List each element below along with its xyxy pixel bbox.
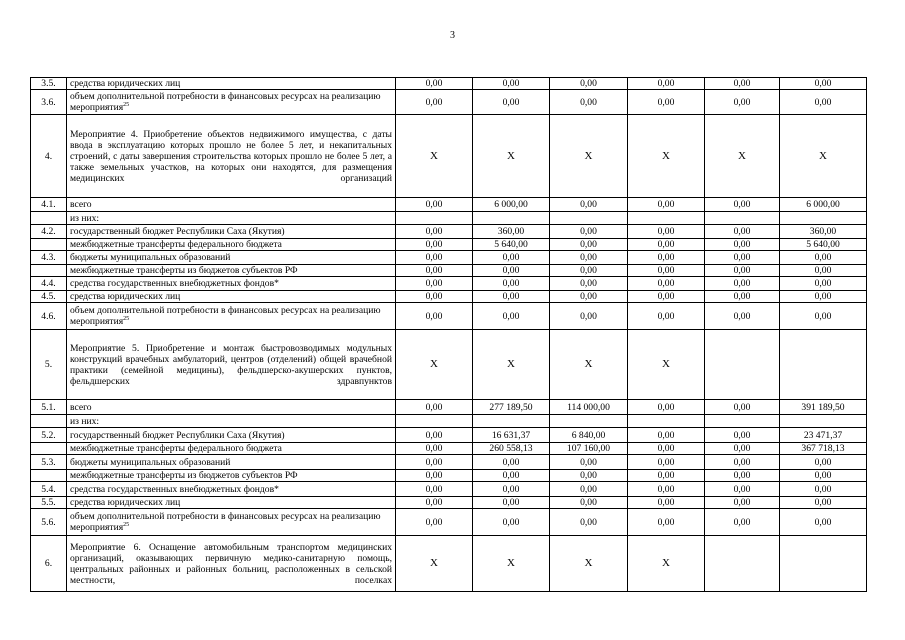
amount-cell: 0,00 <box>396 400 473 415</box>
row-number: 5.3. <box>31 455 67 470</box>
amount-cell: 0,00 <box>550 470 628 482</box>
amount-cell: 0,00 <box>473 482 550 497</box>
amount-cell <box>473 212 550 225</box>
row-number: 4.2. <box>31 225 67 239</box>
row-name-text: Мероприятие 5. Приобретение и монтаж быстровозводимых модульных конструкций врачебных амбулаторий, центров (отделений) общей врачебной практики (семейной медицины), фельдшерско-акушерских пунктов, фельдшерских здравпунктов <box>70 342 392 387</box>
amount-cell: 23 471,37 <box>780 428 867 443</box>
table-row <box>31 415 867 428</box>
table-row <box>31 90 867 115</box>
amount-cell: 0,00 <box>473 303 550 330</box>
amount-cell: 0,00 <box>628 277 705 291</box>
amount-cell: 0,00 <box>473 277 550 291</box>
amount-cell: 0,00 <box>550 455 628 470</box>
amount-cell: 0,00 <box>705 225 780 239</box>
amount-cell <box>780 415 867 428</box>
budget-table <box>30 77 867 592</box>
amount-cell: 0,00 <box>705 455 780 470</box>
table-row <box>31 277 867 291</box>
row-number <box>31 265 67 277</box>
amount-cell: 114 000,00 <box>550 400 628 415</box>
amount-cell: 0,00 <box>396 455 473 470</box>
amount-cell: 0,00 <box>705 509 780 536</box>
row-number: 5.2. <box>31 428 67 443</box>
amount-cell <box>550 415 628 428</box>
amount-cell: 0,00 <box>628 470 705 482</box>
amount-cell: 0,00 <box>628 400 705 415</box>
amount-cell: 0,00 <box>780 482 867 497</box>
amount-cell: 0,00 <box>473 509 550 536</box>
amount-cell: 6 000,00 <box>780 198 867 212</box>
row-name-text: объем дополнительной потребности в финансовых ресурсах на реализацию мероприятия <box>70 91 381 113</box>
amount-cell: 0,00 <box>705 443 780 455</box>
amount-cell: 0,00 <box>473 291 550 303</box>
row-name <box>67 509 396 536</box>
row-name-text: государственный бюджет Республики Саха (Якутия) <box>70 226 285 237</box>
amount-cell: 0,00 <box>396 225 473 239</box>
amount-cell <box>780 212 867 225</box>
amount-cell: 0,00 <box>705 198 780 212</box>
footnote-ref: 25 <box>123 101 130 108</box>
amount-cell: 367 718,13 <box>780 443 867 455</box>
row-number <box>31 443 67 455</box>
amount-cell: 277 189,50 <box>473 400 550 415</box>
row-name-text: всего <box>70 199 92 210</box>
amount-cell <box>473 415 550 428</box>
amount-cell: 0,00 <box>396 470 473 482</box>
amount-cell: 0,00 <box>780 291 867 303</box>
row-name <box>67 265 396 277</box>
amount-cell: 0,00 <box>396 78 473 90</box>
table-row <box>31 470 867 482</box>
amount-cell: 0,00 <box>396 265 473 277</box>
amount-cell: 0,00 <box>473 455 550 470</box>
row-name-text: средства юридических лиц <box>70 497 181 508</box>
amount-cell: 360,00 <box>780 225 867 239</box>
amount-cell: 6 000,00 <box>473 198 550 212</box>
amount-cell: 0,00 <box>396 198 473 212</box>
row-name-text: из них: <box>70 415 100 427</box>
table-row <box>31 303 867 330</box>
row-number: 4.6. <box>31 303 67 330</box>
row-name <box>67 251 396 265</box>
amount-cell: 0,00 <box>396 291 473 303</box>
amount-cell: 0,00 <box>705 277 780 291</box>
amount-cell: 0,00 <box>780 251 867 265</box>
table-row <box>31 291 867 303</box>
amount-cell: 0,00 <box>628 509 705 536</box>
row-name-text: средства юридических лиц <box>70 291 181 302</box>
amount-cell: 0,00 <box>780 509 867 536</box>
amount-cell: 0,00 <box>396 90 473 115</box>
amount-cell: 0,00 <box>550 90 628 115</box>
amount-cell: 0,00 <box>780 265 867 277</box>
row-name <box>67 330 396 400</box>
amount-cell: 0,00 <box>396 428 473 443</box>
not-applicable-mark: X <box>473 115 550 198</box>
amount-cell: 0,00 <box>628 251 705 265</box>
row-number: 5.5. <box>31 497 67 509</box>
table-row <box>31 455 867 470</box>
row-number <box>31 212 67 225</box>
row-name <box>67 277 396 291</box>
amount-cell: 5 640,00 <box>473 239 550 251</box>
amount-cell: 0,00 <box>550 482 628 497</box>
amount-cell: 0,00 <box>705 303 780 330</box>
amount-cell: 0,00 <box>628 428 705 443</box>
not-applicable-mark: X <box>473 536 550 592</box>
amount-cell <box>705 536 780 592</box>
row-number: 3.6. <box>31 90 67 115</box>
row-name-text: бюджеты муниципальных образований <box>70 456 231 468</box>
row-name-text: государственный бюджет Республики Саха (Якутия) <box>70 429 285 441</box>
amount-cell: 0,00 <box>628 225 705 239</box>
amount-cell: 0,00 <box>628 78 705 90</box>
row-name-text: межбюджетные трансферты из бюджетов субъектов РФ <box>70 470 298 481</box>
table-row <box>31 509 867 536</box>
amount-cell: 0,00 <box>628 303 705 330</box>
amount-cell: 0,00 <box>628 291 705 303</box>
table-row <box>31 239 867 251</box>
amount-cell: 0,00 <box>705 400 780 415</box>
row-number: 5.4. <box>31 482 67 497</box>
row-number: 4.1. <box>31 198 67 212</box>
amount-cell <box>628 212 705 225</box>
row-name <box>67 482 396 497</box>
amount-cell: 0,00 <box>550 303 628 330</box>
amount-cell: 5 640,00 <box>780 239 867 251</box>
amount-cell: 0,00 <box>780 90 867 115</box>
amount-cell: 360,00 <box>473 225 550 239</box>
table-row <box>31 212 867 225</box>
amount-cell: 0,00 <box>550 198 628 212</box>
row-number: 4.4. <box>31 277 67 291</box>
row-name <box>67 536 396 592</box>
row-number: 5.6. <box>31 509 67 536</box>
amount-cell: 0,00 <box>705 251 780 265</box>
amount-cell: 0,00 <box>780 277 867 291</box>
amount-cell: 0,00 <box>705 428 780 443</box>
row-name <box>67 470 396 482</box>
amount-cell: 0,00 <box>396 251 473 265</box>
amount-cell: 0,00 <box>550 251 628 265</box>
row-name-text: средства государственных внебюджетных фондов* <box>70 483 279 495</box>
amount-cell: 0,00 <box>705 239 780 251</box>
table-row <box>31 536 867 592</box>
amount-cell: 0,00 <box>473 470 550 482</box>
amount-cell: 0,00 <box>780 78 867 90</box>
row-name <box>67 428 396 443</box>
amount-cell: 6 840,00 <box>550 428 628 443</box>
row-name <box>67 115 396 198</box>
amount-cell: 0,00 <box>628 265 705 277</box>
table-row <box>31 482 867 497</box>
amount-cell: 0,00 <box>628 482 705 497</box>
amount-cell: 0,00 <box>628 455 705 470</box>
amount-cell: 0,00 <box>705 497 780 509</box>
amount-cell: 0,00 <box>780 497 867 509</box>
not-applicable-mark: X <box>550 536 628 592</box>
not-applicable-mark: X <box>628 536 705 592</box>
not-applicable-mark: X <box>473 330 550 400</box>
row-name <box>67 400 396 415</box>
table-row <box>31 497 867 509</box>
row-name <box>67 90 396 115</box>
amount-cell <box>396 415 473 428</box>
table-row <box>31 443 867 455</box>
amount-cell: 0,00 <box>628 198 705 212</box>
amount-cell: 0,00 <box>628 497 705 509</box>
table-row <box>31 265 867 277</box>
amount-cell: 0,00 <box>628 239 705 251</box>
not-applicable-mark: X <box>396 330 473 400</box>
table-row <box>31 115 867 198</box>
row-number: 5. <box>31 330 67 400</box>
row-number: 4.3. <box>31 251 67 265</box>
amount-cell: 0,00 <box>396 482 473 497</box>
amount-cell: 0,00 <box>473 497 550 509</box>
row-number: 4. <box>31 115 67 198</box>
not-applicable-mark: X <box>705 115 780 198</box>
table-row <box>31 225 867 239</box>
row-name-text: средства юридических лиц <box>70 78 181 89</box>
amount-cell: 107 160,00 <box>550 443 628 455</box>
amount-cell: 16 631,37 <box>473 428 550 443</box>
table-row <box>31 400 867 415</box>
row-number <box>31 470 67 482</box>
row-name <box>67 415 396 428</box>
row-number: 6. <box>31 536 67 592</box>
amount-cell <box>705 415 780 428</box>
row-name-text: Мероприятие 4. Приобретение объектов недвижимого имущества, с даты ввода в эксплуатацию которых прошло не более 5 лет, и некапитальных строений, с даты завершения строительства которых прошло не более 5 лет, а также земельных участков, на которых они находятся, для размещения медицинских организаций <box>70 128 392 184</box>
not-applicable-mark: X <box>396 115 473 198</box>
row-name <box>67 225 396 239</box>
amount-cell: 0,00 <box>396 497 473 509</box>
row-number <box>31 239 67 251</box>
row-name-text: Мероприятие 6. Оснащение автомобильным транспортом медицинских организаций, оказывающих первичную медико-санитарную помощь, центральных районных и районных больниц, расположенных в сельской местности, поселках <box>70 541 392 586</box>
amount-cell <box>705 330 780 400</box>
row-number: 4.5. <box>31 291 67 303</box>
amount-cell: 0,00 <box>705 470 780 482</box>
row-name-text: средства государственных внебюджетных фондов* <box>70 278 279 289</box>
amount-cell: 0,00 <box>780 303 867 330</box>
table-row <box>31 428 867 443</box>
amount-cell: 0,00 <box>550 291 628 303</box>
not-applicable-mark: X <box>550 115 628 198</box>
amount-cell: 0,00 <box>705 482 780 497</box>
not-applicable-mark: X <box>550 330 628 400</box>
table-row <box>31 330 867 400</box>
row-name-text: межбюджетные трансферты из бюджетов субъектов РФ <box>70 265 298 276</box>
table-row <box>31 251 867 265</box>
row-name <box>67 455 396 470</box>
table-row <box>31 78 867 90</box>
amount-cell: 0,00 <box>628 443 705 455</box>
row-name-text: всего <box>70 401 92 413</box>
amount-cell: 0,00 <box>396 443 473 455</box>
amount-cell: 0,00 <box>396 509 473 536</box>
row-number: 5.1. <box>31 400 67 415</box>
row-name <box>67 78 396 90</box>
amount-cell: 0,00 <box>473 251 550 265</box>
amount-cell: 0,00 <box>473 265 550 277</box>
footnote-ref: 25 <box>123 315 130 322</box>
footnote-ref: 25 <box>123 521 130 528</box>
amount-cell: 0,00 <box>705 291 780 303</box>
amount-cell: 0,00 <box>550 239 628 251</box>
not-applicable-mark: X <box>628 115 705 198</box>
amount-cell <box>780 536 867 592</box>
amount-cell <box>705 212 780 225</box>
row-name-text: из них: <box>70 212 100 224</box>
not-applicable-mark: X <box>628 330 705 400</box>
amount-cell: 0,00 <box>780 470 867 482</box>
amount-cell: 0,00 <box>550 509 628 536</box>
amount-cell: 0,00 <box>705 90 780 115</box>
row-number: 3.5. <box>31 78 67 90</box>
row-number <box>31 415 67 428</box>
row-name-text: объем дополнительной потребности в финансовых ресурсах на реализацию мероприятия <box>70 511 381 533</box>
row-name-text: бюджеты муниципальных образований <box>70 252 231 263</box>
amount-cell: 0,00 <box>396 239 473 251</box>
amount-cell: 0,00 <box>705 265 780 277</box>
row-name-text: межбюджетные трансферты федерального бюджета <box>70 239 282 250</box>
amount-cell: 0,00 <box>396 303 473 330</box>
amount-cell: 0,00 <box>628 90 705 115</box>
row-name <box>67 497 396 509</box>
row-name-text: межбюджетные трансферты федерального бюджета <box>70 443 282 454</box>
amount-cell: 391 189,50 <box>780 400 867 415</box>
amount-cell <box>780 330 867 400</box>
row-name <box>67 198 396 212</box>
not-applicable-mark: X <box>396 536 473 592</box>
amount-cell: 0,00 <box>550 265 628 277</box>
row-name-text: объем дополнительной потребности в финансовых ресурсах на реализацию мероприятия <box>70 305 381 327</box>
row-name <box>67 443 396 455</box>
row-name <box>67 239 396 251</box>
page-number: 3 <box>450 30 455 41</box>
amount-cell: 0,00 <box>396 277 473 291</box>
not-applicable-mark: X <box>780 115 867 198</box>
row-name <box>67 291 396 303</box>
amount-cell: 0,00 <box>473 90 550 115</box>
amount-cell: 260 558,13 <box>473 443 550 455</box>
amount-cell: 0,00 <box>550 78 628 90</box>
amount-cell <box>396 212 473 225</box>
amount-cell: 0,00 <box>550 277 628 291</box>
table-row <box>31 198 867 212</box>
row-name <box>67 212 396 225</box>
amount-cell: 0,00 <box>550 497 628 509</box>
row-name <box>67 303 396 330</box>
amount-cell: 0,00 <box>780 455 867 470</box>
amount-cell: 0,00 <box>705 78 780 90</box>
amount-cell: 0,00 <box>550 225 628 239</box>
amount-cell <box>550 212 628 225</box>
amount-cell <box>628 415 705 428</box>
amount-cell: 0,00 <box>473 78 550 90</box>
